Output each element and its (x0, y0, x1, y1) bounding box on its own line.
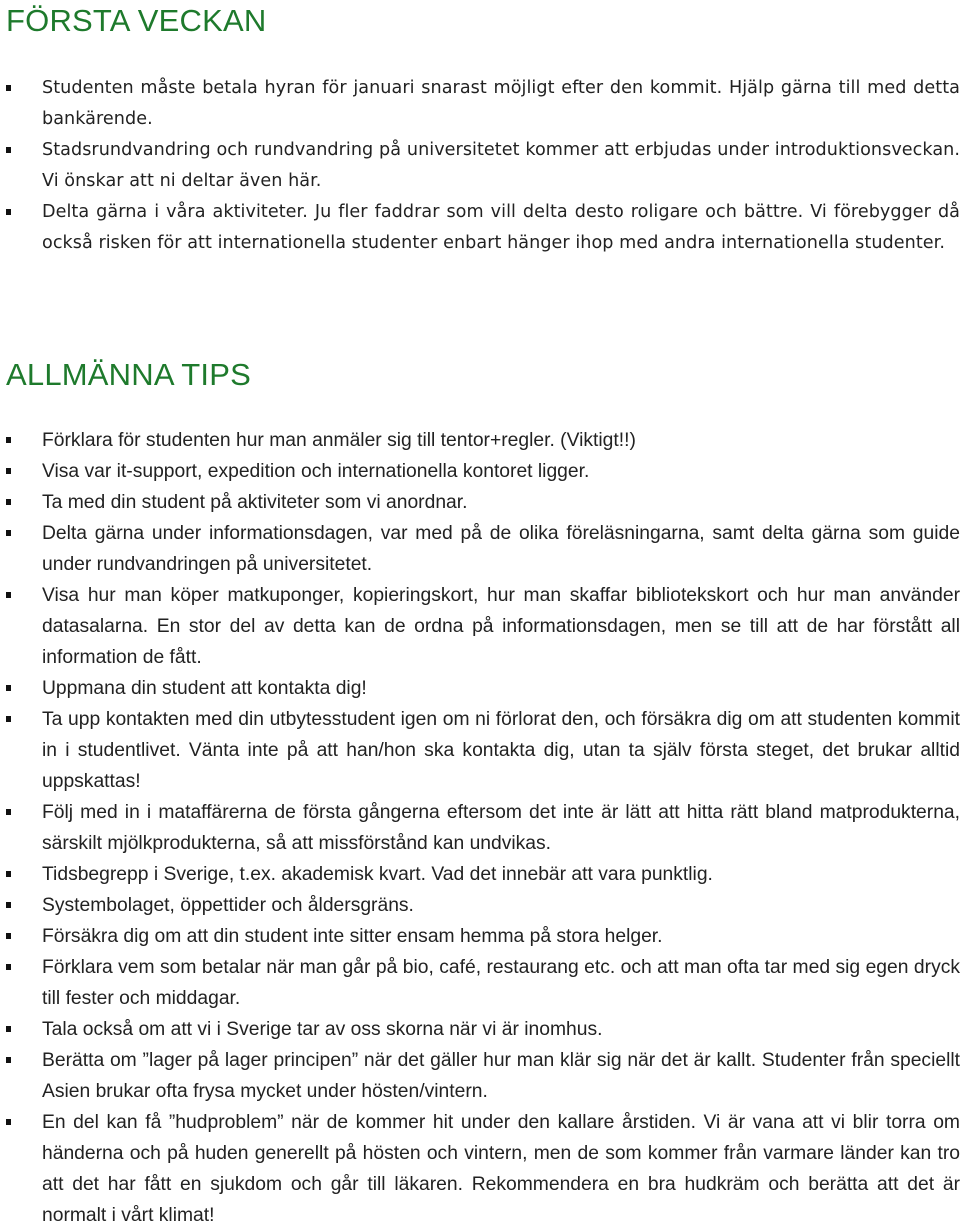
square-bullet-icon (6, 1026, 11, 1032)
list-item (0, 456, 960, 487)
list-item (0, 1014, 960, 1045)
list-item (0, 890, 960, 921)
list-item (0, 859, 960, 890)
square-bullet-icon (6, 468, 11, 474)
list-item-text: Delta gärna under informationsdagen, var med på de olika föreläsningarna, samt delta gärna som guide under rundvandringen på universitetet. (42, 523, 960, 575)
list-item-text: Visa var it-support, expedition och internationella kontoret ligger. (42, 461, 590, 482)
square-bullet-icon (6, 147, 11, 153)
square-bullet-icon (6, 871, 11, 877)
square-bullet-icon (6, 685, 11, 691)
square-bullet-icon (6, 592, 11, 598)
list-item-text: Förklara vem som betalar när man går på bio, café, restaurang etc. och att man ofta tar med sig egen dryck till fester och middagar. (42, 957, 960, 1009)
list-item-text: Delta gärna i våra aktiviteter. Ju fler faddrar som vill delta desto roligare och bättre. Vi förebygger då också risken för att internationella studenter enbart hänger ihop med andra internationella studenter. (42, 202, 960, 253)
list-item (0, 797, 960, 859)
list-item (0, 952, 960, 1014)
list-item (0, 580, 960, 673)
list-item (0, 673, 960, 704)
list-item-text: Förklara för studenten hur man anmäler sig till tentor+regler. (Viktigt!!) (42, 430, 636, 451)
list-item (0, 73, 960, 135)
list-item-text: Följ med in i mataffärerna de första gångerna eftersom det inte är lätt att hitta rätt bland matprodukterna, särskilt mjölkprodukterna, så att missförstånd kan undvikas. (42, 802, 960, 854)
square-bullet-icon (6, 85, 11, 91)
square-bullet-icon (6, 437, 11, 443)
list-item (0, 1045, 960, 1107)
list-item (0, 135, 960, 197)
list-item-text: Studenten måste betala hyran för januari snarast möjligt efter den kommit. Hjälp gärna till med detta bankärende. (42, 78, 960, 129)
list-item (0, 425, 960, 456)
section-heading-forsta-veckan: FÖRSTA VECKAN (6, 3, 267, 38)
list-item-text: Tala också om att vi i Sverige tar av oss skorna när vi är inomhus. (42, 1019, 603, 1040)
list-item-text: Ta med din student på aktiviteter som vi anordnar. (42, 492, 468, 513)
list-item (0, 487, 960, 518)
list-item (0, 921, 960, 952)
square-bullet-icon (6, 209, 11, 215)
list-item-text: Försäkra dig om att din student inte sitter ensam hemma på stora helger. (42, 926, 663, 947)
list-item-text: Systembolaget, öppettider och åldersgräns. (42, 895, 414, 916)
square-bullet-icon (6, 902, 11, 908)
list-item (0, 197, 960, 259)
square-bullet-icon (6, 1119, 11, 1125)
list-item-text: Uppmana din student att kontakta dig! (42, 678, 367, 699)
square-bullet-icon (6, 809, 11, 815)
general-tips-list (0, 425, 960, 1231)
list-item (0, 704, 960, 797)
first-week-list (0, 73, 960, 259)
list-item-text: Stadsrundvandring och rundvandring på universitetet kommer att erbjudas under introduktionsveckan. Vi önskar att ni deltar även här. (42, 140, 960, 191)
square-bullet-icon (6, 933, 11, 939)
square-bullet-icon (6, 499, 11, 505)
list-item-text: En del kan få ”hudproblem” när de kommer hit under den kallare årstiden. Vi är vana att vi blir torra om händerna och på huden generellt på hösten och vintern, men de som kommer från varmare länder kan tro att det har fått en sjukdom och går till läkaren. Rekommendera en bra hudkräm och berätta att det är normalt i vårt klimat! (42, 1112, 960, 1226)
square-bullet-icon (6, 530, 11, 536)
list-item-text: Ta upp kontakten med din utbytesstudent igen om ni förlorat den, och försäkra dig om att studenten kommit in i studentlivet. Vänta inte på att han/hon ska kontakta dig, utan ta själv första steget, det brukar alltid uppskattas! (42, 709, 960, 792)
square-bullet-icon (6, 716, 11, 722)
list-item (0, 518, 960, 580)
square-bullet-icon (6, 1057, 11, 1063)
list-item-text: Tidsbegrepp i Sverige, t.ex. akademisk kvart. Vad det innebär att vara punktlig. (42, 864, 713, 885)
list-item-text: Visa hur man köper matkuponger, kopieringskort, hur man skaffar bibliotekskort och hur man använder datasalarna. En stor del av detta kan de ordna på informationsdagen, men se till att de har förstått all information de fått. (42, 585, 960, 668)
square-bullet-icon (6, 964, 11, 970)
list-item-text: Berätta om ”lager på lager principen” när det gäller hur man klär sig när det är kallt. Studenter från speciellt Asien brukar ofta frysa mycket under hösten/vintern. (42, 1050, 960, 1102)
section-heading-allmanna-tips: ALLMÄNNA TIPS (6, 357, 251, 392)
list-item (0, 1107, 960, 1231)
